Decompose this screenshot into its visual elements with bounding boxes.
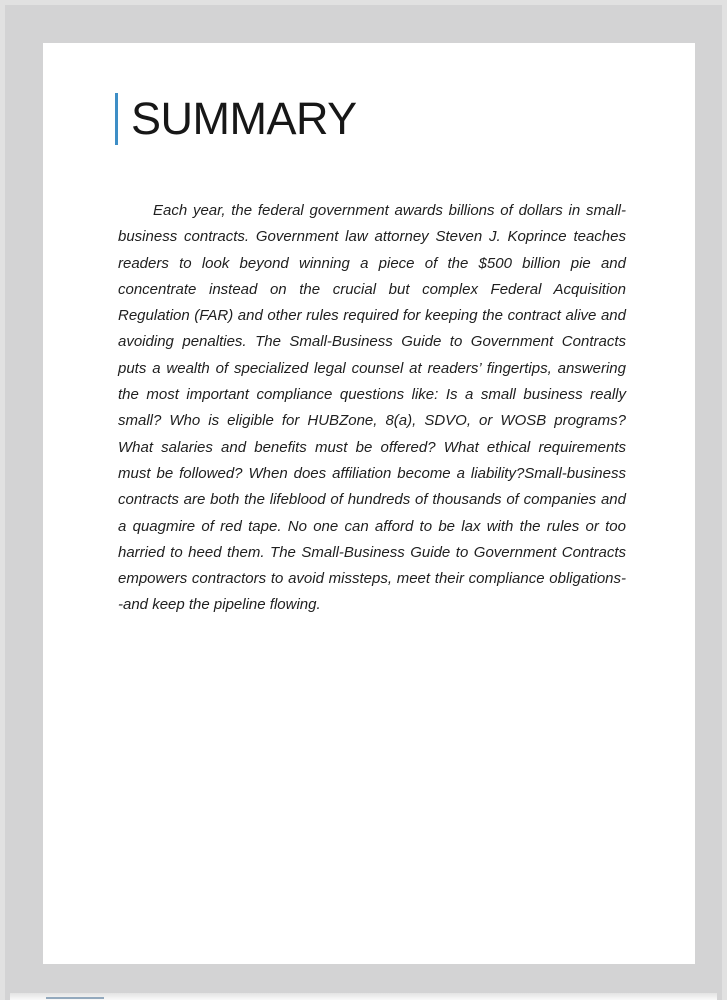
page-title: SUMMARY (131, 93, 357, 144)
section-heading (115, 93, 357, 145)
document-page (43, 43, 695, 964)
next-page-edge (10, 993, 717, 1000)
next-page-rule (46, 997, 104, 999)
heading-accent-bar (115, 93, 118, 145)
summary-paragraph: Each year, the federal government awards billions of dollars in small-business contracts. Government law attorney Steven J. Koprince teaches readers to look beyond winning a piece of the $500 billion pie and concentrate instead on the crucial but complex Federal Acquisition Regulation (FAR) and other rules required for keeping the contract alive and avoiding penalties. The Small-Business Guide to Government Contracts puts a wealth of specialized legal counsel at readers’ fingertips, answering the most important compliance questions like: Is a small business really small? Who is eligible for HUBZone, 8(a), SDVO, or WOSB programs? What salaries and benefits must be offered? What ethical requirements must be followed? When does affiliation become a liability?Small-business contracts are both the lifeblood of hundreds of thousands of companies and a quagmire of red tape. No one can afford to be lax with the rules or too harried to heed them. The Small-Business Guide to Government Contracts empowers contractors to avoid missteps, meet their compliance obligations--and keep the pipeline flowing. (118, 202, 626, 614)
desk-background (5, 5, 722, 1000)
